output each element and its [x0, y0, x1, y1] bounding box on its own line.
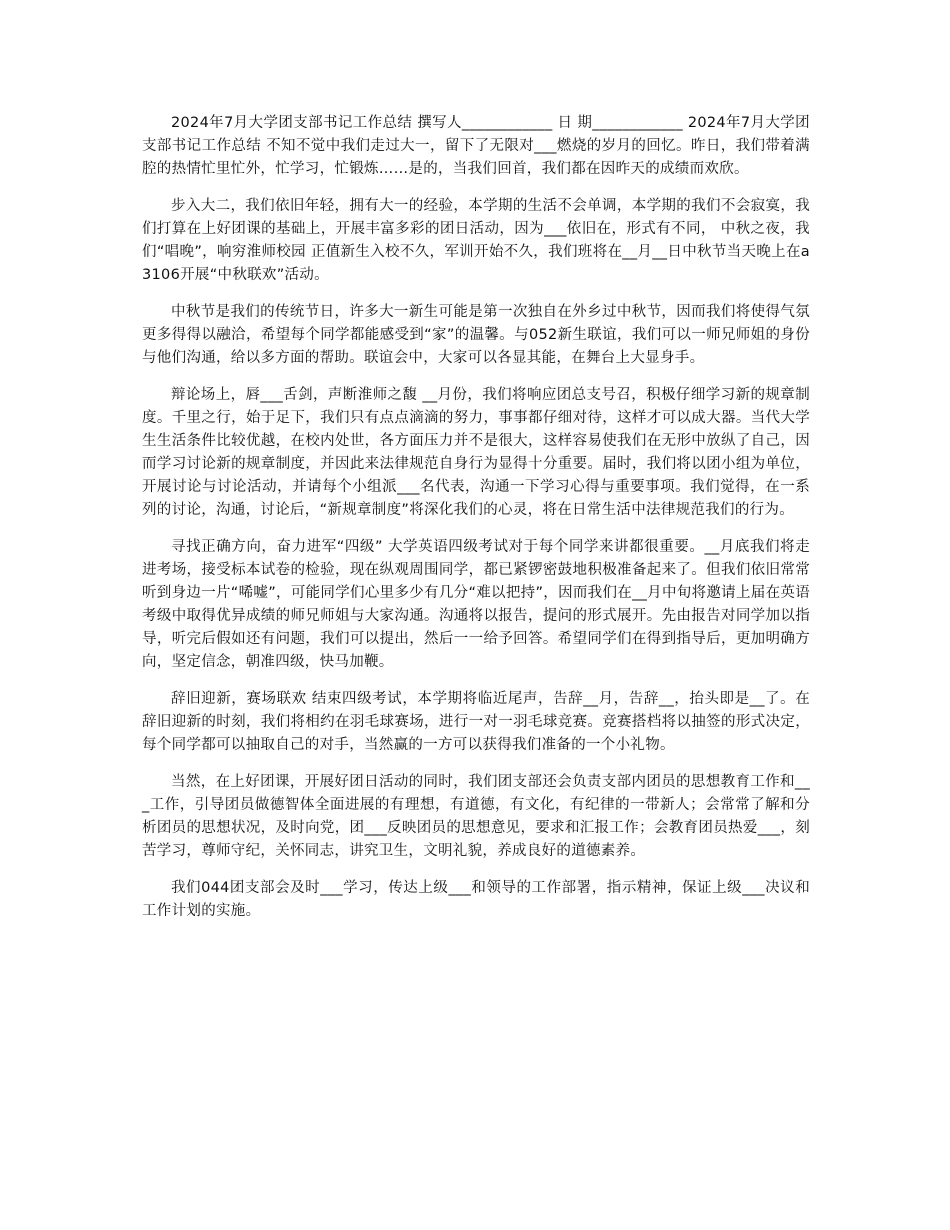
paragraph-7: 当然，在上好团课，开展好团日活动的同时，我们团支部还会负责支部内团员的思想教育工作和___工作，引导团员做德智体全面进展的有理想，有道德，有文化，有纪律的一带新人；会常常了解和分析团员的思想状况，及时向党，团___反映团员的思想意见，要求和汇报工作；会教育团员热爱___，刻苦学习，尊师守纪，关怀同志，讲究卫生，文明礼貌，养成良好的道德素养。 [142, 774, 810, 859]
paragraph-3: 中秋节是我们的传统节日，许多大一新生可能是第一次独自在外乡过中秋节，因而我们将使得气氛更多得得以融洽，希望每个同学都能感受到“家”的温馨。与052新生联谊，我们可以一师兄师姐的身份与他们沟通，给以多方面的帮助。联谊会中，大家可以各显其能，在舞台上大显身手。 [142, 304, 810, 366]
paragraph-8: 我们044团支部会及时___学习，传达上级___和领导的工作部署，指示精神，保证上级___决议和工作计划的实施。 [142, 880, 810, 919]
document-body [142, 112, 810, 937]
paragraph-4: 辩论场上，唇___舌剑，声断淮师之馥 __月份，我们将响应团总支号召，积极仔细学习新的规章制度。千里之行，始于足下，我们只有点点滴滴的努力，事事都仔细对待，这样才可以成大器。当代大学生生活条件比较优越，在校内处世，各方面压力并不是很大，这样容易使我们在无形中放纵了自己，因而学习讨论新的规章制度，并因此来法律规范自身行为显得十分重要。届时，我们将以团小组为单位，开展讨论与讨论活动，并请每个小组派___名代表，沟通一下学习心得与重要事项。我们觉得，在一系列的讨论，沟通，讨论后，“新规章制度”将深化我们的心灵，将在日常生活中法律规范我们的行为。 [142, 387, 810, 518]
paragraph-1: 2024年7月大学团支部书记工作总结 撰写人____________ 日 期____________ 2024年7月大学团支部书记工作总结 不知不觉中我们走过大一，留下了无限对___燃烧的岁月的回忆。昨日，我们带着满腔的热情忙里忙外，忙学习，忙锻炼……是的，当我们回首，我们都在因昨天的成绩而欢欣。 [142, 115, 810, 177]
paragraph-6: 辞旧迎新，赛场联欢 结束四级考试，本学期将临近尾声，告辞__月，告辞__，抬头即是__了。在辞旧迎新的时刻，我们将相约在羽毛球赛场，进行一对一羽毛球竞赛。竞赛搭档将以抽签的形式决定，每个同学都可以抽取自己的对手，当然赢的一方可以获得我们准备的一个小礼物。 [142, 691, 810, 753]
paragraph-5: 寻找正确方向，奋力进军“四级” 大学英语四级考试对于每个同学来讲都很重要。__月底我们将走进考场，接受标本试卷的检验，现在纵观周围同学，都已紧锣密鼓地积极准备起来了。但我们依旧常常听到身边一片“唏嘘”，可能同学们心里多少有几分“难以把持”，因而我们在__月中旬将邀请上届在英语考级中取得优异成绩的师兄师姐与大家沟通。沟通将以报告，提问的形式展开。先由报告对同学加以指导，听完后假如还有问题，我们可以提出，然后一一给予回答。希望同学们在得到指导后，更加明确方向，坚定信念，朝准四级，快马加鞭。 [142, 539, 810, 670]
paragraph-2: 步入大二，我们依旧年轻，拥有大一的经验，本学期的生活不会单调，本学期的我们不会寂寞，我们打算在上好团课的基础上，开展丰富多彩的团日活动，因为___依旧在，形式有不同， 中秋之夜，我们“唱晚”，响穷淮师校园 正值新生入校不久，军训开始不久，我们班将在__月__日中秋节当天晚上在a3106开展“中秋联欢”活动。 [142, 198, 810, 283]
